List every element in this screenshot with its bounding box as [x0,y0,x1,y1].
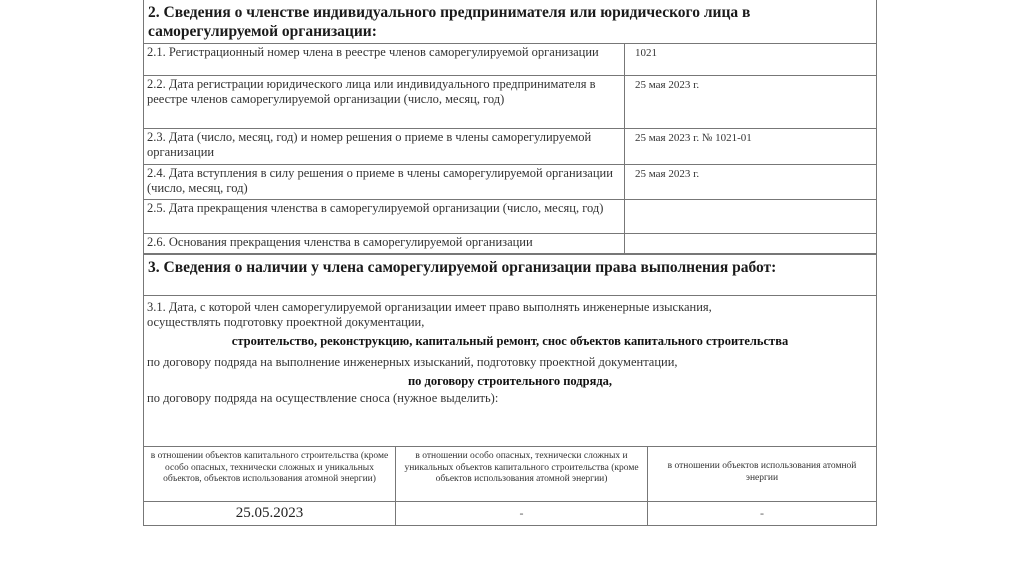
row-value-2-6 [625,234,876,253]
row-label-2-4: 2.4. Дата вступления в силу решения о приеме в члены саморегулируемой организации (число, месяц, год) [144,165,625,199]
table-row [143,129,877,165]
column-header-dangerous-objects: в отношении особо опасных, технически сложных и уникальных объектов капитального строительства (кроме объектов использования атомной энергии) [396,447,648,501]
p31-bold-construction: строительство, реконструкцию, капитальный ремонт, снос объектов капитального строительства [231,334,789,348]
p31-line-2: осуществлять подготовку проектной документации, [147,315,425,329]
date-atomic-objects: - [760,506,764,520]
row-value-2-2: 25 мая 2023 г. [635,79,700,91]
paragraph-3-1 [143,296,877,446]
column-header-capital-objects: в отношении объектов капитального строительства (кроме особо опасных, технически сложных и уникальных объектов, объектов использования атомной энергии) [144,447,396,501]
row-label-2-6: 2.6. Основания прекращения членства в саморегулируемой организации [144,234,625,253]
section-3-title: 3. Сведения о наличии у члена саморегулируемой организации права выполнения работ: [143,254,877,296]
table-row [143,76,877,129]
date-dangerous-objects: - [396,502,648,525]
row-value-2-4: 25 мая 2023 г. [635,168,700,180]
p31-line-4: по договору подряда на осуществление сноса (нужное выделить): [147,391,499,405]
column-header-atomic-objects: в отношении объектов использования атомной энергии [667,461,857,483]
table-row [143,234,877,254]
row-label-2-5: 2.5. Дата прекращения членства в саморегулируемой организации (число, месяц, год) [144,200,625,233]
table-row [143,165,877,200]
document-page [143,0,877,526]
table-row [143,44,877,76]
date-capital-objects: 25.05.2023 [144,502,396,525]
row-label-2-2: 2.2. Дата регистрации юридического лица или индивидуального предпринимателя в реестре членов саморегулируемой организации (число, месяц, год) [144,76,625,128]
row-label-2-3: 2.3. Дата (число, месяц, год) и номер решения о приеме в члены саморегулируемой организации [144,129,625,164]
row-label-2-1: 2.1. Регистрационный номер члена в реестре членов саморегулируемой организации [144,44,625,75]
rights-columns-header [143,446,877,502]
p31-line-1: 3.1. Дата, с которой член саморегулируемой организации имеет право выполнять инженерные изыскания, [147,300,712,314]
section-2-title: 2. Сведения о членстве индивидуального предпринимателя или юридического лица в саморегулируемой организации: [143,0,877,44]
row-value-2-1: 1021 [635,47,657,59]
p31-bold-contract: по договору строительного подряда, [407,374,613,388]
row-value-2-5 [625,200,876,233]
table-row [143,200,877,234]
row-value-2-3: 25 мая 2023 г. № 1021-01 [635,132,752,144]
p31-line-3: по договору подряда на выполнение инженерных изысканий, подготовку проектной документации, [147,355,678,369]
rights-dates-row [143,502,877,526]
